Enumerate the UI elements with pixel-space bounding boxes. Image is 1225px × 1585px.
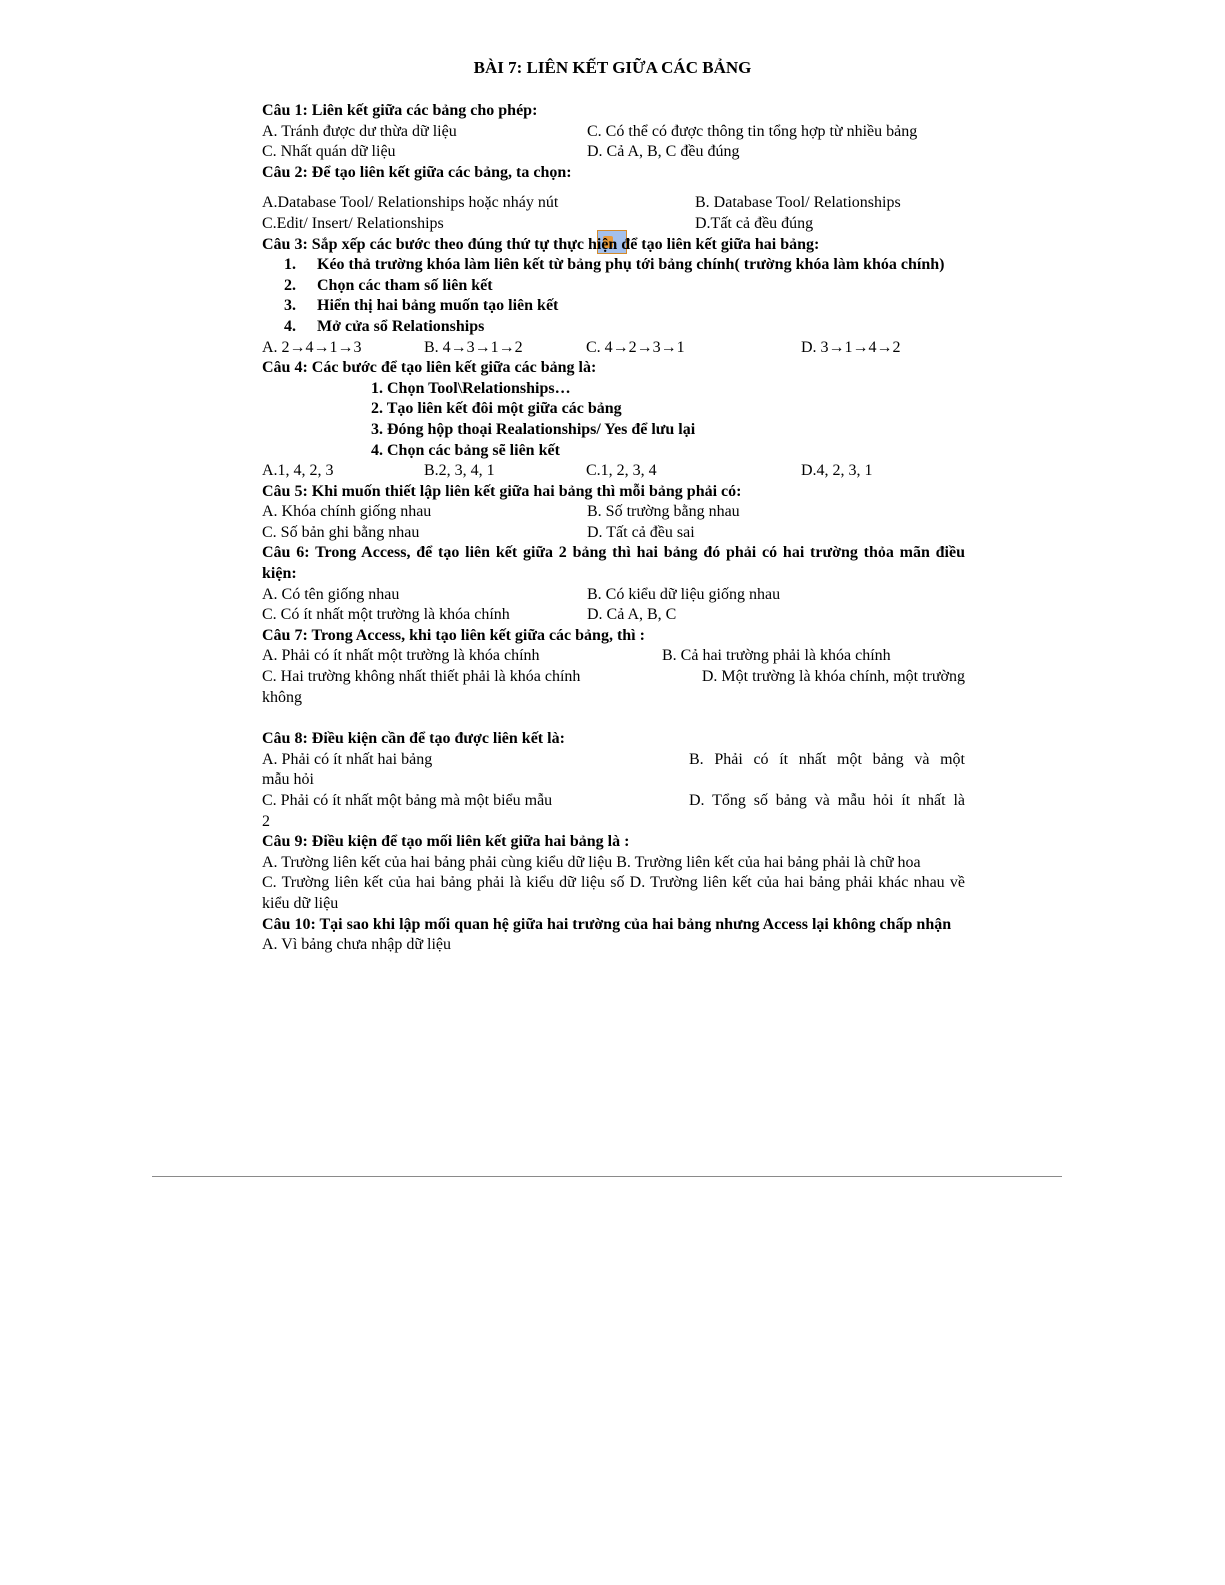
q9-options-cd: C. Trường liên kết của hai bảng phải là kiểu dữ liệu số D. Trường liên kết của hai bảng phải khác nhau về kiểu dữ liệu [262, 874, 965, 912]
question-6: Câu 6: Trong Access, để tạo liên kết giữa 2 bảng thì hai bảng đó phải có hai trường thỏa mãn điều kiện: [262, 544, 965, 583]
q5-option-c: C. Số bản ghi bằng nhau [262, 523, 420, 541]
q3-step-1 [262, 255, 965, 276]
q7-option-d: D. Một trường là khóa chính, một trường [701, 668, 965, 686]
question-1: Câu 1: Liên kết giữa các bảng cho phép: [262, 102, 538, 119]
q8-option-b-continued: mẫu hỏi [262, 771, 314, 789]
q6-option-a: A. Có tên giống nhau [262, 585, 400, 603]
q1-options-row-2 [262, 142, 965, 163]
page-title: BÀI 7: LIÊN KẾT GIỮA CÁC BẢNG [473, 58, 752, 77]
q2-option-d: D.Tất cả đều đúng [695, 214, 814, 232]
q6-options-row-2 [262, 605, 965, 626]
q4-step-1: 1. Chọn Tool\Relationships… [371, 379, 571, 397]
question-8: Câu 8: Điều kiện cần để tạo được liên kết là: [262, 730, 565, 748]
q8-option-a: A. Phải có ít nhất hai bảng [262, 750, 433, 768]
question-4: Câu 4: Các bước để tạo liên kết giữa các bảng là: [262, 359, 597, 377]
q3-step-4: 4. Mở cửa sổ Relationships [284, 317, 485, 335]
q3-option-a: A. 2→4→1→3 [262, 338, 362, 356]
q8-options-row-2 [262, 791, 965, 812]
q6-option-b: B. Có kiểu dữ liệu giống nhau [587, 585, 781, 603]
q3-step-3: 3. Hiển thị hai bảng muốn tạo liên kết [284, 297, 559, 315]
q7-options-row-2 [262, 667, 965, 688]
question-7: Câu 7: Trong Access, khi tạo liên kết giữa các bảng, thì : [262, 626, 645, 644]
q4-option-a: A.1, 4, 2, 3 [262, 462, 334, 480]
q3-step-2: 2. Chọn các tham số liên kết [284, 276, 493, 294]
question-5: Câu 5: Khi muốn thiết lập liên kết giữa hai bảng thì mỗi bảng phải có: [262, 482, 742, 500]
q5-options-row-2 [262, 523, 965, 544]
q3-option-c: C. 4→2→3→1 [586, 338, 685, 356]
q2-option-a: A.Database Tool/ Relationships hoặc nháy nút [262, 194, 559, 212]
q7-option-d-continued: không [262, 688, 302, 706]
question-list [262, 101, 965, 956]
q2-option-b: B. Database Tool/ Relationships [695, 194, 901, 212]
q8-option-d-continued: 2 [262, 812, 270, 830]
q4-option-b: B.2, 3, 4, 1 [424, 462, 495, 480]
q8-option-c: C. Phải có ít nhất một bảng mà một biểu mẫu [262, 792, 553, 809]
q7-options-row-1 [262, 646, 965, 667]
q4-step-2: 2. Tạo liên kết đôi một giữa các bảng [371, 400, 622, 418]
q6-option-d: D. Cả A, B, C [587, 606, 677, 624]
q4-option-d: D.4, 2, 3, 1 [801, 462, 873, 480]
q3-option-b: B. 4→3→1→2 [424, 338, 523, 356]
q3-option-d: D. 3→1→4→2 [801, 338, 901, 356]
q1-option-c2: C. Nhất quán dữ liệu [262, 143, 396, 161]
q4-step-3: 3. Đóng hộp thoại Realationships/ Yes để lưu lại [371, 420, 696, 438]
question-10: Câu 10: Tại sao khi lập mối quan hệ giữa hai trường của hai bảng nhưng Access lại không chấp nhận [262, 915, 952, 933]
q2-options-row-1 [262, 193, 965, 214]
question-2: Câu 2: Để tạo liên kết giữa các bảng, ta chọn: [262, 163, 572, 181]
q7-option-a: A. Phải có ít nhất một trường là khóa chính [262, 647, 540, 665]
q2-options-row-2 [262, 214, 965, 235]
q4-options-row [262, 461, 965, 482]
q8-option-b: B. Phải có ít nhất một bảng và một [689, 750, 965, 768]
question-9: Câu 9: Điều kiện để tạo mối liên kết giữa hai bảng là : [262, 833, 630, 851]
q7-option-c: C. Hai trường không nhất thiết phải là khóa chính [262, 668, 581, 686]
q1-option-a: A. Tránh được dư thừa dữ liệu [262, 122, 457, 140]
q8-option-d: D. Tổng số bảng và mẫu hỏi ít nhất là [689, 792, 965, 809]
q6-options-row-1 [262, 585, 965, 606]
q1-option-d: D. Cả A, B, C đều đúng [587, 143, 740, 161]
q8-options-row-1 [262, 750, 965, 771]
q5-option-d: D. Tất cả đều sai [587, 523, 695, 541]
question-3: Câu 3: Sắp xếp các bước theo đúng thứ tự thực hiện để tạo liên kết giữa hai bảng: [262, 235, 820, 253]
q6-option-c: C. Có ít nhất một trường là khóa chính [262, 606, 510, 624]
q3-step-1-number: 1. [284, 256, 296, 274]
q5-option-b: B. Số trường bằng nhau [587, 503, 740, 521]
q5-options-row-1 [262, 502, 965, 523]
q4-step-4: 4. Chọn các bảng sẽ liên kết [371, 441, 560, 459]
page-break-line [152, 1176, 1062, 1177]
q7-option-b: B. Cả hai trường phải là khóa chính [662, 647, 891, 665]
q10-option-a: A. Vì bảng chưa nhập dữ liệu [262, 936, 452, 954]
q4-option-c: C.1, 2, 3, 4 [586, 462, 657, 480]
q3-step-1-text: Kéo thả trường khóa làm liên kết từ bảng phụ tới bảng chính( trường khóa làm khóa chính) [317, 256, 945, 274]
q5-option-a: A. Khóa chính giống nhau [262, 503, 432, 521]
q1-options-row-1 [262, 122, 965, 143]
q2-option-c: C.Edit/ Insert/ Relationships [262, 214, 444, 232]
q3-options-row [262, 338, 965, 359]
q9-options-ab: A. Trường liên kết của hai bảng phải cùng kiểu dữ liệu B. Trường liên kết của hai bảng phải là chữ hoa [262, 853, 921, 871]
q1-option-c1: C. Có thể có được thông tin tổng hợp từ nhiều bảng [587, 122, 918, 140]
